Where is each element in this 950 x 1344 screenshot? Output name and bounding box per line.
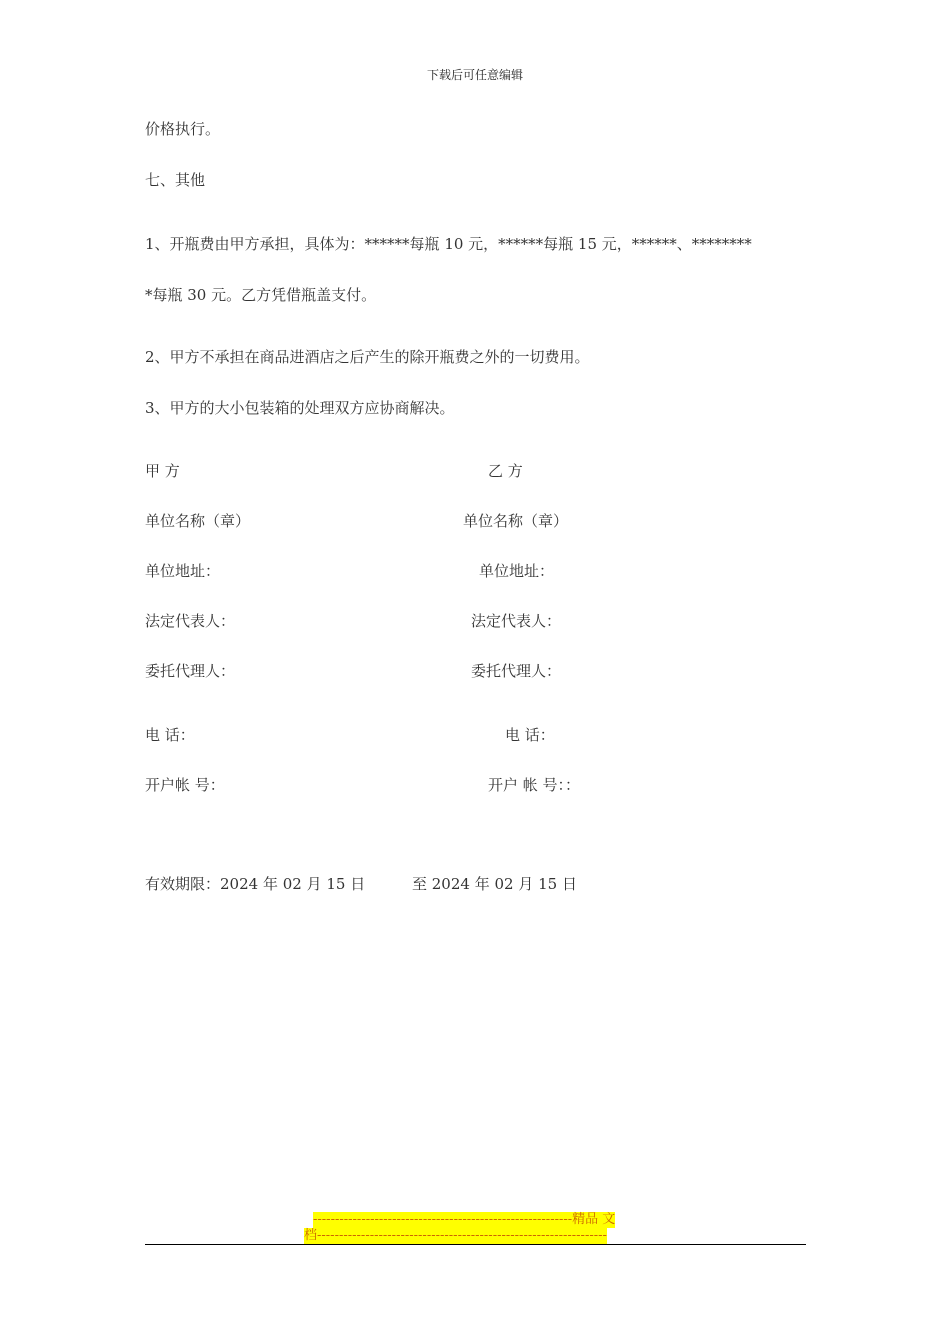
item-2: 2、甲方不承担在商品进酒店之后产生的除开瓶费之外的一切费用。 [145, 348, 590, 366]
paragraph-price: 价格执行。 [145, 120, 221, 138]
party-a-legal-rep: 法定代表人： [145, 612, 236, 630]
item-3: 3、甲方的大小包装箱的处理双方应协商解决。 [145, 399, 455, 417]
party-b-address: 单位地址： [479, 562, 555, 580]
party-b-legal-rep: 法定代表人： [471, 612, 562, 630]
party-a-unit-name: 单位名称（章） [145, 512, 251, 530]
party-b-unit-name: 单位名称（章） [463, 512, 569, 530]
party-a-title: 甲 方 [145, 462, 180, 480]
footer-rule [145, 1244, 806, 1245]
party-a-address: 单位地址： [145, 562, 221, 580]
footer-line-2: 档------------------------------------------------------------------ [304, 1228, 607, 1243]
party-a-phone: 电 话： [145, 726, 195, 744]
footer-line-1: -----------------------------------------------------------精品 文 [313, 1212, 616, 1227]
party-a-account: 开户帐 号： [145, 776, 225, 794]
party-b-phone: 电 话： [505, 726, 555, 744]
party-b-agent: 委托代理人： [471, 662, 562, 680]
section-title: 七、其他 [145, 171, 206, 189]
validity-to: 至 2024 年 02 月 15 日 [412, 875, 577, 893]
item-1-line-2: *每瓶 30 元。乙方凭借瓶盖支付。 [145, 286, 377, 304]
party-b-title: 乙 方 [488, 462, 523, 480]
validity-from: 有效期限：2024 年 02 月 15 日 [145, 875, 366, 893]
page-header: 下载后可任意编辑 [426, 68, 523, 82]
party-b-account: 开户 帐 号：： [488, 776, 581, 794]
item-1-line-1: 1、开瓶费由甲方承担，具体为：******每瓶 10 元，******每瓶 15 元，******、******** [145, 235, 752, 253]
party-a-agent: 委托代理人： [145, 662, 236, 680]
